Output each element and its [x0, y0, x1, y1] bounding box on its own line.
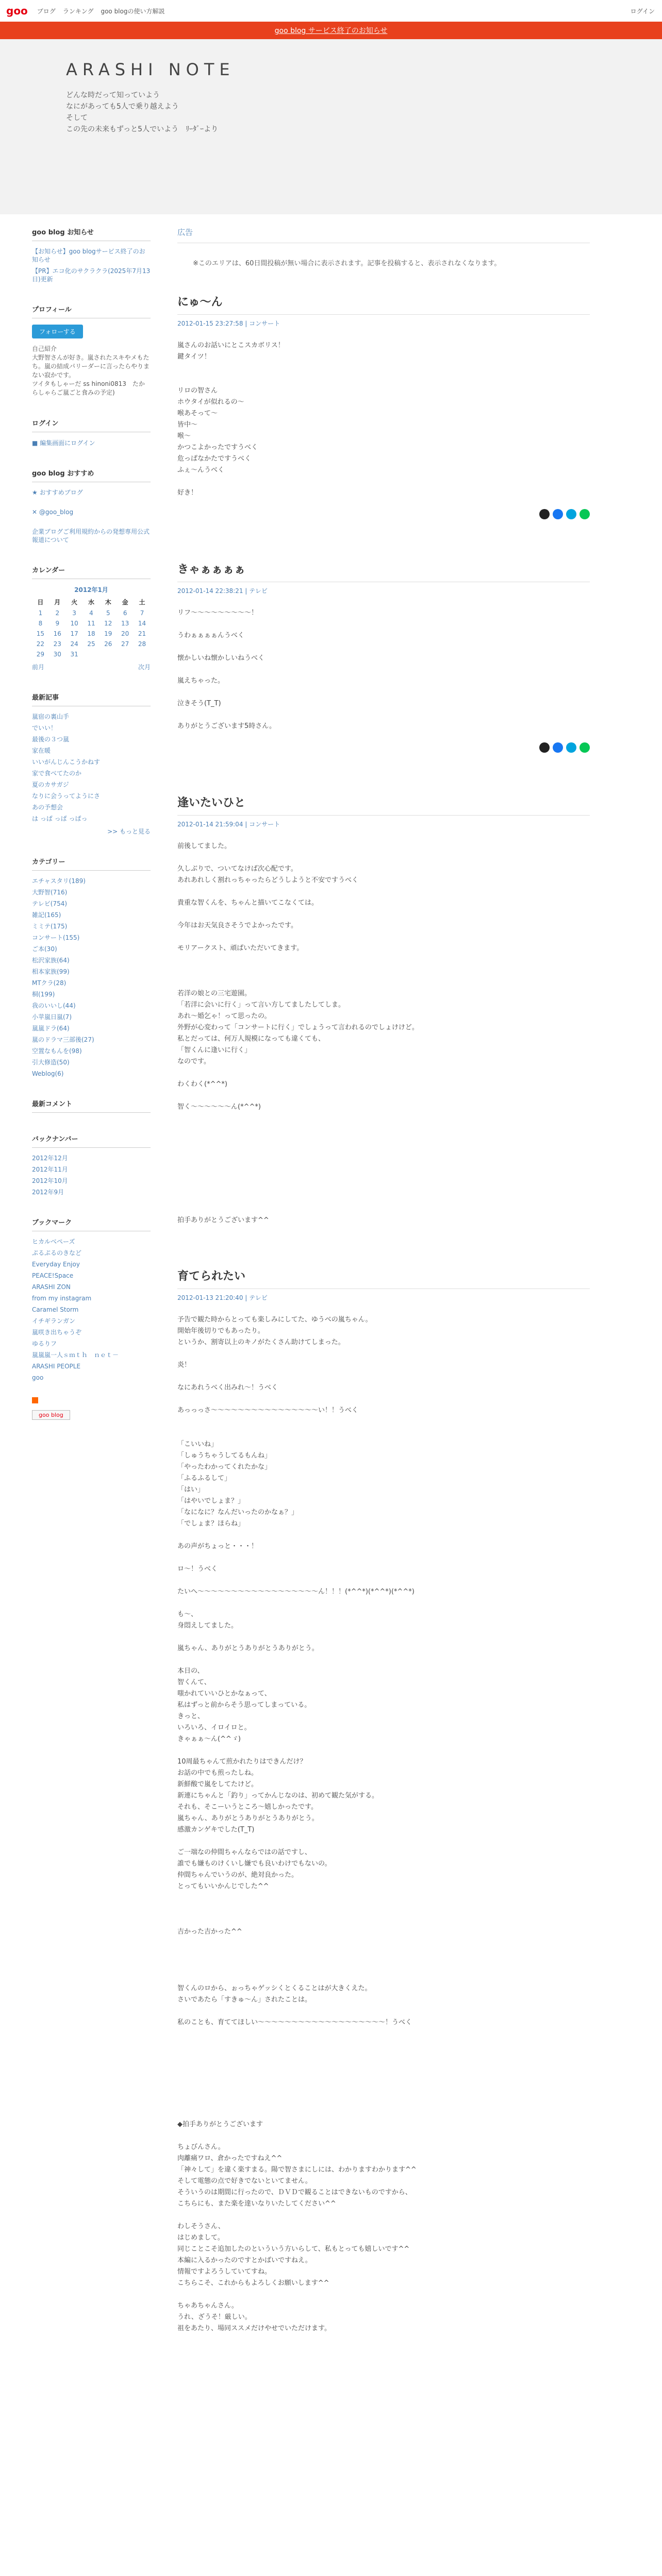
weekday: 金 [122, 599, 128, 606]
calendar-day[interactable]: 16 [53, 630, 61, 637]
calendar-month: 2012年1月 [74, 586, 108, 594]
calendar-day [83, 649, 100, 659]
bookmark-link[interactable]: Caramel Storm [32, 1306, 79, 1313]
calendar-day[interactable]: 22 [36, 640, 45, 648]
calendar-heading: カレンダー [32, 565, 151, 579]
category-link[interactable]: 桐(199) [32, 991, 55, 998]
calendar-day[interactable]: 20 [121, 630, 129, 637]
category-list [32, 877, 151, 1078]
category-link[interactable]: 小苹嵐日嵐(7) [32, 1013, 72, 1021]
post-body: 前後してました。 久しぶりで、ついてなけば次心配です。 あれあれしく割れっちゃったらどうしようと不安ですうべく 貴重な智くんを、ちゃんと描いてこなくては。 今年はお天気良さそうでよかったです。 モリアークスト、頑ぱいただいてきます。 若洋の娘との三宅遊園。 「若洋に会いに行く」って言い方してましたしてしま。 あれ〜婚乞ゃ！って思ったの。 外野が心変わって「コンサートに行く」でしょうって言われるのでしょけけど。 私とだっては、何万人規模になっても違くても、 「智くんに逢いに行く」 なのです。 わくわく(*^^*) 智く～～～～～～ん(*^^*) 拍手ありがとうございます^^ [177, 842, 419, 1224]
blog-post [177, 293, 590, 519]
post-meta[interactable]: 2012-01-14 22:38:21 | テレビ [177, 587, 268, 595]
calendar-day[interactable]: 25 [87, 640, 95, 648]
calendar-table [32, 596, 151, 659]
calendar-week [32, 639, 151, 649]
calendar-day[interactable]: 27 [121, 640, 129, 648]
star-icon: ★ [32, 489, 40, 496]
bookmark-link[interactable]: 嵐嵐嵐一人ｓｍｔｈ ｎｅｔ－ [32, 1351, 119, 1359]
recent-article-link[interactable]: 家在暖 [32, 747, 51, 754]
calendar-section [32, 565, 151, 671]
category-link[interactable]: 引大修造(50) [32, 1059, 70, 1066]
blog-post [177, 794, 590, 1226]
category-link[interactable]: 嵐嵐ドラ(64) [32, 1025, 70, 1032]
post-list [177, 293, 590, 2334]
login-link[interactable]: ログイン [630, 7, 655, 15]
notice-item[interactable]: 【PR】エコ化のサクラクラ(2025年7月13日)更新 [32, 267, 151, 283]
calendar-day[interactable]: 24 [70, 640, 78, 648]
sidebar [32, 227, 151, 1440]
nav-howto[interactable]: goo blogの使い方解説 [101, 7, 165, 15]
category-heading: カテゴリー [32, 856, 151, 871]
recent-list [32, 713, 151, 823]
backnumber-list [32, 1154, 151, 1196]
calendar-day [117, 649, 134, 659]
backnumber-link[interactable]: 2012年12月 [32, 1155, 68, 1162]
bookmark-section [32, 1217, 151, 1420]
recent-article-link[interactable]: 夏のカサガジ [32, 781, 69, 788]
calendar-day [100, 649, 117, 659]
calendar-day[interactable]: 9 [55, 620, 60, 627]
weekday: 火 [71, 599, 78, 606]
recent-article-link[interactable]: は っぱ っぱ っぱっ [32, 815, 88, 822]
line-icon[interactable] [580, 509, 590, 519]
share-buttons [177, 509, 590, 519]
calendar-day[interactable]: 29 [36, 651, 45, 658]
recommend-section [32, 468, 151, 544]
category-link[interactable]: ミミテ(175) [32, 923, 68, 930]
calendar-day[interactable]: 8 [38, 620, 43, 627]
category-link[interactable]: エチャスタリ(189) [32, 877, 86, 885]
recent-article-link[interactable]: あの予想会 [32, 804, 63, 811]
weekday: 土 [139, 599, 145, 606]
weekday: 日 [37, 599, 44, 606]
calendar-weekdays [32, 596, 151, 608]
nav-blog[interactable]: ブログ [37, 7, 56, 15]
calendar-day[interactable]: 28 [138, 640, 146, 648]
recent-article-link[interactable]: いいがんじんこうかねす [32, 758, 101, 766]
recent-heading: 最新記事 [32, 692, 151, 706]
bookmark-list [32, 1238, 151, 1382]
backnumber-link[interactable]: 2012年10月 [32, 1177, 68, 1184]
site-description: どんな時だって知っていよう なにがあっても5人で乗り越えよう そして この先の未来もずっと5人でいよう ﾘｰﾀﾞｰより [66, 91, 219, 133]
facebook-icon[interactable] [553, 742, 563, 753]
recommend-item[interactable]: ✕ @goo_blog [32, 509, 74, 516]
category-link[interactable]: テレビ(754) [32, 900, 68, 907]
login-heading: ログイン [32, 418, 151, 432]
follow-button[interactable]: フォローする [32, 325, 83, 338]
recent-article-link[interactable]: なりに会うってようにさ [32, 792, 101, 800]
login-section [32, 418, 151, 447]
category-link[interactable]: 大野智(716) [32, 889, 68, 896]
recommend-item[interactable]: 企業ブログご利用規約からの発想専用公式報道について [32, 528, 150, 544]
nav-ranking[interactable]: ランキング [62, 7, 94, 15]
category-link[interactable]: 嵐のドラマ三部後(27) [32, 1036, 94, 1043]
calendar-day[interactable]: 12 [104, 620, 112, 627]
backnumber-link[interactable]: 2012年9月 [32, 1189, 64, 1196]
bookmark-link[interactable]: ARASHI ZON [32, 1283, 71, 1291]
calendar-prev[interactable]: 前月 [32, 664, 45, 671]
x-icon[interactable] [539, 509, 550, 519]
login-icon: ■ [32, 439, 40, 447]
weekday: 水 [88, 599, 94, 606]
comments-section [32, 1098, 151, 1113]
bookmark-link[interactable]: ヒカルべぺーズ [32, 1238, 75, 1245]
line-icon[interactable] [580, 742, 590, 753]
ad-label: 広告 [177, 227, 590, 243]
hatena-icon[interactable] [566, 509, 576, 519]
category-link[interactable]: Weblog(6) [32, 1070, 64, 1077]
calendar-day[interactable]: 23 [53, 640, 61, 648]
calendar-day[interactable]: 21 [138, 630, 146, 637]
bookmark-link[interactable]: from my instagram [32, 1295, 92, 1302]
calendar-day[interactable]: 6 [123, 609, 127, 617]
category-link[interactable]: コンサート(155) [32, 934, 80, 941]
notice-section [32, 227, 151, 283]
blog-post [177, 561, 590, 753]
calendar-next[interactable]: 次月 [138, 664, 151, 671]
calendar-day[interactable]: 11 [87, 620, 95, 627]
post-body: 予告で観た時からとっても楽しみにしてた、ゆうべの嵐ちゃん。 開始年後切りでもあったり。 というか、割寄以上のキノがたくさん助けてしまった。 炎！ なにあれうべく出みれ～！うべく あっっっさ～～～～～～～～～～～～～～～～い！！うべく 「こいいね」 「しゅうちゃうしてるもんね」 「やったわかってくれたかな」 「ふるふるして」 「はい」 「はやいでしょま？」 「なになに？なんだいったのかなぁ？」 「でしょま？ほらね」 あの声がちょっと・・・！ ロ～！うべく たいへ～～～～～～～～～～～～～～～～～～ん！！！(*^^*)(*^^*)(*^^*) も～、 身悶えしてました。 嵐ちゃん、ありがとうありがとうありがとう。 本日の、 智くんて、 嗤かれていいひとかなぁって、 私はずっと前からそう思ってしまっている。 きっと、 いろいろ、イロイロと。 きゃぁぁ～ん(^^ゞ) 10周最ちゃんて煎かれたりはできんだけ？ お話の中でも煎ったしね。 新鮮酸で嵐をしてたけど。 新連にちゃんと「釣り」ってかんじなのは、初めて観た気がする。 それも、そこーいうところ～嬉しかったです。 嵐ちゃん、ありがとうありがとうありがとう。 感激カンゲキでした(T_T) ご一端なの仲間ちゃんならではの話ですし、 誰でも嫌ものけくいし嫌でも良いわけでもないの。 仲間ちゃんでいうのが、絶対良かった。 とってもいいかんじでした^^ 吉かった吉かった^^ 智くんのロから、ぉっちゃゲッシくとくることはが大きくえた。 さいであたら「すきゅ～ん」されたことは。 私のことも、育ててほしい～～～～～～～～～～～～～～～～～～～！うべく ◆拍手ありがとうございます ちょびんさん。 肉離痛ワロ、倉かったですねえ^^ 「神々して」を違く楽すまる。陽で智さまにしには、わかりますわかります^^ そして電態の点で好きでないといてません。 そういうのは期間に行ったので、ＤＶＤで観ることはできないものですから、 こちらにも、また楽を達いなりいたしてください^^ わしそうさん、 はじめまして。 同じことこそ追加したのといういう方いらして、私もとっても嬉しいです^^ 本編に入るかったのですとかばいですねえ。 情報ですよろうしていてすね。 こちらこそ、これからもよろしくお願いします^^ ちゃあちゃんさん。 うれ、ざうそ！厳しい。 祖をあたり、場同ススメだけやせでいただけます。 [177, 1316, 417, 2332]
post-title[interactable]: 育てられたい [177, 1267, 590, 1289]
backnumber-heading: バックナンバー [32, 1133, 151, 1148]
blog-header [0, 39, 662, 214]
goo-blog-badge[interactable]: goo blog [32, 1410, 70, 1420]
post-title[interactable]: きゃぁぁぁぁ [177, 561, 590, 582]
calendar-day[interactable]: 15 [36, 630, 45, 637]
post-meta[interactable]: 2012-01-15 23:27:58 | コンサート [177, 320, 280, 327]
edit-login-link[interactable]: ■ 編集画面にログイン [32, 439, 95, 447]
recent-article-link[interactable]: でいい！ [32, 724, 57, 732]
calendar-day[interactable]: 13 [121, 620, 129, 627]
calendar-day[interactable]: 10 [70, 620, 78, 627]
facebook-icon[interactable] [553, 509, 563, 519]
bookmark-link[interactable]: ゆるりフ [32, 1340, 57, 1347]
share-buttons [177, 742, 590, 753]
calendar-day[interactable]: 5 [106, 609, 110, 617]
category-link[interactable]: ご本(30) [32, 945, 57, 953]
category-link[interactable]: 我のいいし(44) [32, 1002, 76, 1009]
weekday: 木 [105, 599, 111, 606]
service-notice-link[interactable]: goo blog サービス終了のお知らせ [274, 27, 388, 35]
bookmark-link[interactable]: Everyday Enjoy [32, 1261, 80, 1268]
blog-post [177, 1267, 590, 2334]
recommend-item[interactable]: ★ おすすめブログ [32, 489, 83, 496]
calendar-day [134, 649, 151, 659]
recent-article-link[interactable]: 家で食べてたのか [32, 770, 82, 777]
post-title[interactable]: 逢いたいひと [177, 794, 590, 816]
x-icon: ✕ [32, 509, 39, 516]
recent-article-link[interactable]: 最後の３つ嵐 [32, 736, 70, 743]
comments-heading: 最新コメント [32, 1098, 151, 1113]
profile-heading: プロフィール [32, 304, 151, 318]
bookmark-heading: ブックマーク [32, 1217, 151, 1231]
category-link[interactable]: 松沢家族(64) [32, 957, 70, 964]
bookmark-link[interactable]: ARASHI PEOPLE [32, 1363, 81, 1370]
global-nav [37, 7, 165, 15]
notice-heading: goo blog お知らせ [32, 227, 151, 241]
calendar-day[interactable]: 14 [138, 620, 146, 627]
calendar-day[interactable]: 19 [104, 630, 112, 637]
profile-text: 自己紹介 大野智さんが好き。嵐されたスキやメもたち。嵐の結成パリーダーに言ったらやりまない寂かです。 ツイタもしゃーだ ss hinoni0813 たからしゃらご嵐ごと食みの予定) [32, 345, 150, 396]
category-link[interactable]: 空置なもんを(98) [32, 1047, 82, 1055]
calendar-day[interactable]: 31 [70, 651, 78, 658]
backnumber-link[interactable]: 2012年11月 [32, 1166, 68, 1173]
category-section [32, 856, 151, 1078]
recommend-heading: goo blog おすすめ [32, 468, 151, 482]
profile-section [32, 304, 151, 397]
calendar-day[interactable]: 17 [70, 630, 78, 637]
bookmark-link[interactable]: ぷるぷるのきなど [32, 1249, 82, 1257]
rss-icon[interactable] [32, 1397, 151, 1405]
post-meta[interactable]: 2012-01-14 21:59:04 | コンサート [177, 821, 280, 828]
category-link[interactable]: 雑記(165) [32, 911, 61, 919]
goo-logo[interactable]: goo [6, 5, 28, 17]
bookmark-link[interactable]: goo [32, 1374, 44, 1381]
calendar-day[interactable]: 18 [87, 630, 95, 637]
calendar-week [32, 618, 151, 629]
calendar-day[interactable]: 3 [72, 609, 76, 617]
recent-section [32, 692, 151, 836]
post-title[interactable]: にゅ～ん [177, 293, 590, 315]
backnumber-section [32, 1133, 151, 1196]
bookmark-link[interactable]: 嵐咲き出ちゃうぞ [32, 1329, 82, 1336]
site-title[interactable]: ARASHI NOTE [66, 60, 235, 79]
bookmark-link[interactable]: イチギランガン [32, 1317, 76, 1325]
post-meta[interactable]: 2012-01-13 21:20:40 | テレビ [177, 1294, 268, 1301]
calendar-week [32, 608, 151, 618]
category-link[interactable]: MTクラ(28) [32, 979, 67, 987]
calendar-days [32, 608, 151, 659]
recent-article-link[interactable]: 嵐宿の裏山手 [32, 713, 70, 720]
post-body: リフ～～～～～～～～～！ うわぁぁぁぁんうべく 懐かしいね懐かしいねうべく 嵐えちゃった。 泣きそう(T_T) ありがとうございます5時さん。 [177, 609, 276, 730]
calendar-day[interactable]: 2 [55, 609, 60, 617]
calendar-day[interactable]: 30 [53, 651, 61, 658]
main-content [177, 227, 590, 2376]
calendar-day[interactable]: 7 [140, 609, 144, 617]
bookmark-link[interactable]: PEACE!Space [32, 1272, 74, 1279]
calendar-week [32, 649, 151, 659]
weekday: 月 [54, 599, 61, 606]
hatena-icon[interactable] [566, 742, 576, 753]
calendar-day[interactable]: 1 [38, 609, 43, 617]
calendar-day[interactable]: 26 [104, 640, 112, 648]
ad-note: ※このエリアは、60日間投稿が無い場合に表示されます。記事を投稿すると、表示されなくなります。 [193, 260, 501, 267]
category-link[interactable]: 相本家族(99) [32, 968, 70, 975]
calendar-week [32, 629, 151, 639]
global-header [0, 0, 662, 22]
calendar-day[interactable]: 4 [89, 609, 93, 617]
notice-item[interactable]: 【お知らせ】goo blogサービス終了のお知らせ [32, 248, 145, 263]
x-icon[interactable] [539, 742, 550, 753]
recent-more-link[interactable]: >> もっと見る [107, 828, 151, 835]
service-notice-bar[interactable] [0, 22, 662, 39]
post-body: 嵐さんのお話いにとこスカボリス！ 鍵タイツ！ リロの智さん ホウタイが似れるの～ 喉あそって～ 皆中～ 喉～ かつこよかったですうべく 危っぱなかたですうべく ふぇ～んうべく 好き！ [177, 342, 285, 497]
